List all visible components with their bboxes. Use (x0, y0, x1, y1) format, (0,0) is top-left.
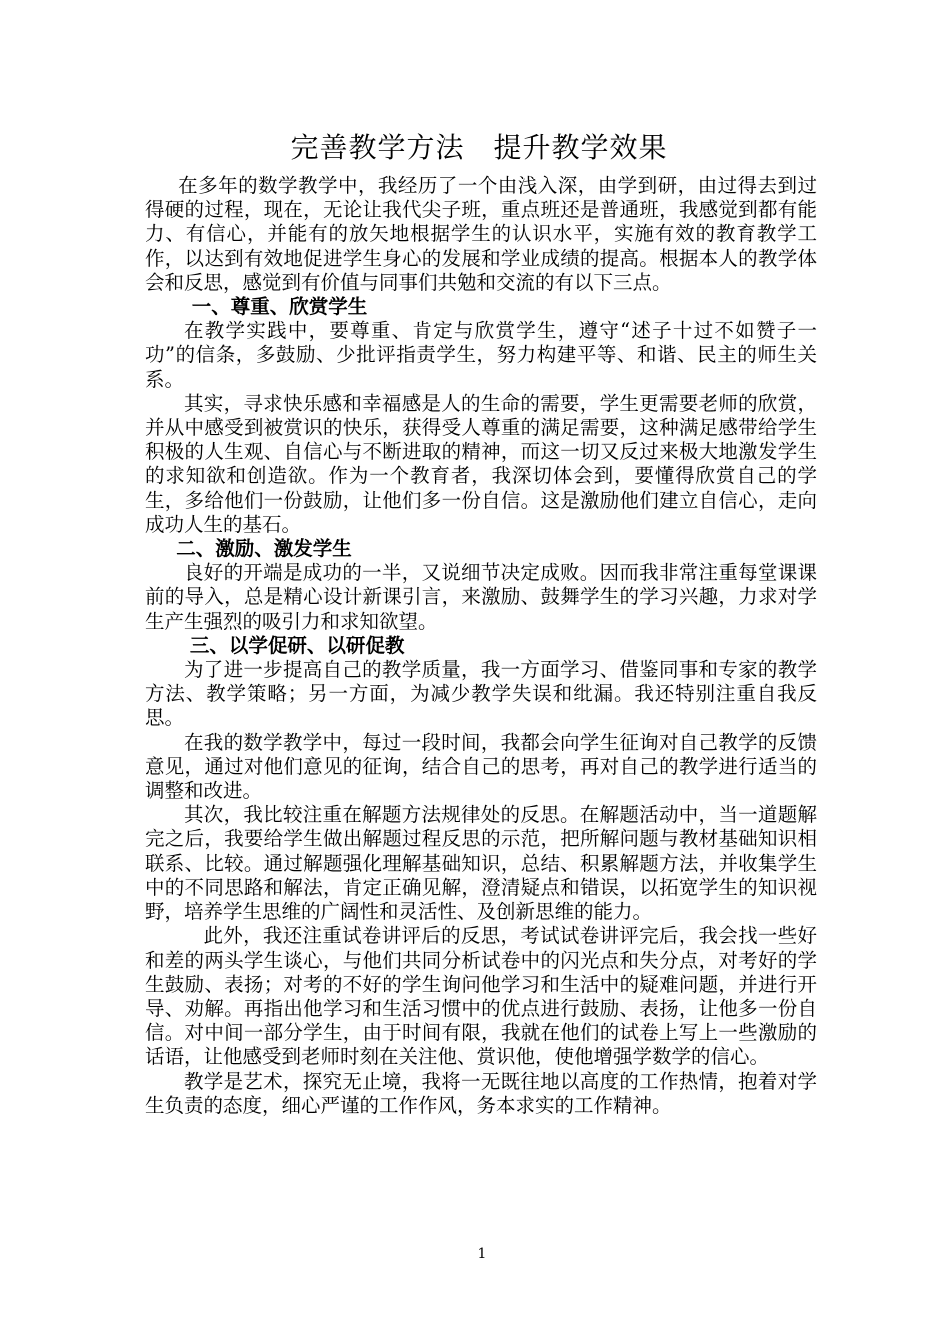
document-title: 完善教学方法 提升教学效果 (290, 131, 668, 164)
intro-paragraph: 在多年的数学教学中，我经历了一个由浅入深，由学到研，由过得去到过得硬的过程，现在，无论让我代尖子班，重点班还是普通班，我感觉到都有能力、有信心，并能有的放矢地根据学生的认识水平，实施有效的教育教学工作，以达到有效地促进学生身心的发展和学业成绩的提高。根据本人的教学体会和反思，感觉到有价值与同事们共勉和交流的有以下三点。 (145, 174, 817, 294)
body-paragraph: 良好的开端是成功的一半，又说细节决定成败。因而我非常注重每堂课课前的导入，总是精心设计新课引言，来激励、鼓舞学生的学习兴趣，力求对学生产生强烈的吸引力和求知欲望。 (145, 561, 817, 633)
body-paragraph: 此外，我还注重试卷讲评后的反思，考试试卷讲评完后，我会找一些好和差的两头学生谈心，与他们共同分析试卷中的闪光点和失分点，对考好的学生鼓励、表扬；对考的不好的学生询问他学习和生活中的疑难问题，并进行开导、劝解。再指出他学习和生活习惯中的优点进行鼓励、表扬，让他多一份自信。对中间一部分学生，由于时间有限，我就在他们的试卷上写上一些激励的话语，让他感受到老师时刻在关注他、赏识他，使他增强学数学的信心。 (145, 924, 817, 1069)
page-number: 1 (477, 1246, 487, 1262)
section-heading-research: 三、以学促研、以研促教 (189, 633, 405, 657)
body-paragraph: 其实，寻求快乐感和幸福感是人的生命的需要，学生更需要老师的欣赏，并从中感受到被赏识的快乐，获得受人尊重的满足需要，这种满足感带给学生积极的人生观、自信心与不断进取的精神，而这一切又反过来极大地激发学生的求知欲和创造欲。作为一个教育者，我深切体会到，要懂得欣赏自己的学生，多给他们一份鼓励，让他们多一份自信。这是激励他们建立自信心，走向成功人生的基石。 (145, 391, 817, 536)
section-heading-motivate: 二、激励、激发学生 (176, 537, 352, 561)
body-paragraph: 其次，我比较注重在解题方法规律处的反思。在解题活动中，当一道题解完之后，我要给学生做出解题过程反思的示范，把所解问题与教材基础知识相联系、比较。通过解题强化理解基础知识，总结、积累解题方法，并收集学生中的不同思路和解法，肯定正确见解，澄清疑点和错误，以拓宽学生的知识视野，培养学生思维的广阔性和灵活性、及创新思维的能力。 (145, 803, 817, 924)
body-paragraph: 为了进一步提高自己的教学质量，我一方面学习、借鉴同事和专家的教学方法、教学策略；另一方面，为减少教学失误和纰漏。我还特别注重自我反思。 (145, 658, 817, 730)
document-body (145, 174, 817, 1118)
body-paragraph: 在我的数学教学中，每过一段时间，我都会向学生征询对自己教学的反馈意见，通过对他们意见的征询，结合自己的思考，再对自己的教学进行适当的调整和改进。 (145, 730, 817, 803)
section-heading-respect: 一、尊重、欣赏学生 (191, 295, 368, 319)
body-paragraph: 在教学实践中，要尊重、肯定与欣赏学生，遵守“述子十过不如赞子一功”的信条，多鼓励、少批评指责学生，努力构建平等、和谐、民主的师生关系。 (145, 319, 817, 391)
closing-paragraph: 教学是艺术，探究无止境，我将一无既往地以高度的工作热情，抱着对学生负责的态度，细心严谨的工作作风，务本求实的工作精神。 (145, 1069, 817, 1117)
